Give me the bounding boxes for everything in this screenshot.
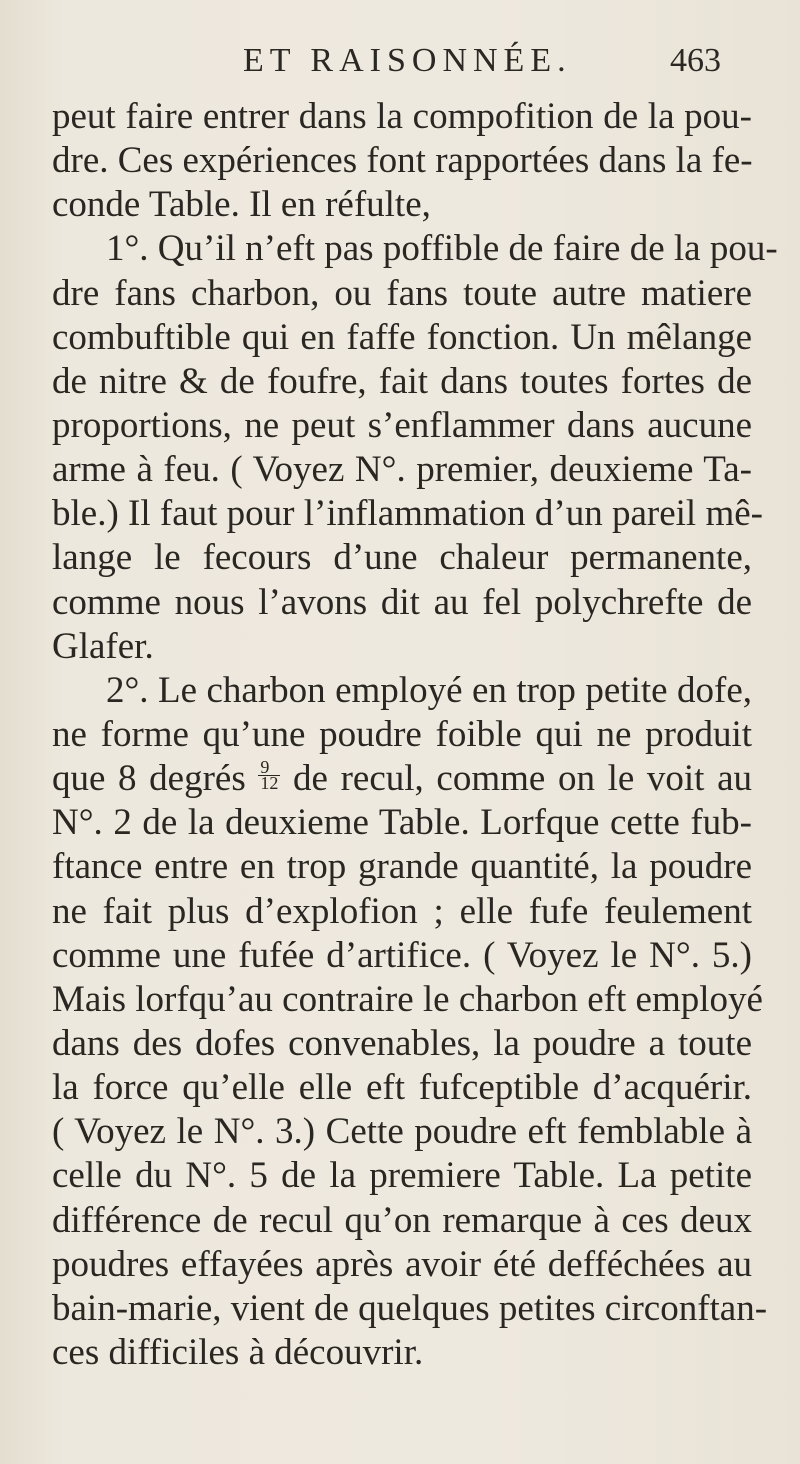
page-header: [0, 42, 800, 92]
text-line: 2°. Le charbon employé en trop petite dofe,: [106, 669, 752, 711]
text-line: ne forme qu’une poudre foible qui ne produit: [52, 713, 752, 755]
text-line: ces difficiles à découvrir.: [52, 1331, 424, 1373]
text-line: Glafer.: [52, 625, 154, 667]
body-text: [52, 95, 778, 1375]
text-line: 1°. Qu’il n’eft pas poffible de faire de la pou-: [106, 228, 778, 270]
text-line: proportions, ne peut s’enflammer dans aucune: [52, 404, 752, 446]
text-line: ble.) Il faut pour l’inflammation d’un pareil mê-: [52, 493, 763, 535]
text-line: ne fait plus d’explofion ; elle fufe feulement: [52, 890, 752, 932]
text-line: arme à feu. ( Voyez N°. premier, deuxieme Ta-: [52, 449, 752, 491]
text-line: dre fans charbon, ou fans toute autre matiere: [52, 272, 752, 314]
text-line: celle du N°. 5 de la premiere Table. La petite: [52, 1155, 752, 1197]
fraction-denominator: 12: [260, 773, 279, 794]
fraction-numerator: 9: [258, 760, 280, 776]
fraction: [258, 757, 280, 794]
fraction-line-after: de recul, comme on le voit au: [293, 758, 753, 800]
text-line: conde Table. Il en réfulte,: [52, 184, 431, 226]
text-line: de nitre & de foufre, fait dans toutes fortes de: [52, 360, 752, 402]
text-line-with-fraction: [52, 757, 752, 801]
text-line: dre. Ces expériences font rapportées dans la fe-: [52, 140, 753, 182]
text-line: la force qu’elle elle eft fufceptible d’acquérir.: [52, 1067, 752, 1109]
running-title: ET RAISONNÉE.: [243, 42, 572, 79]
text-line: différence de recul qu’on remarque à ces deux: [52, 1199, 752, 1241]
text-line: poudres effayées après avoir été defféchées au: [52, 1243, 752, 1285]
text-line: combuftible qui en faffe fonction. Un mêlange: [52, 316, 752, 358]
fraction-line-before: que 8 degrés: [52, 758, 246, 800]
text-line: bain-marie, vient de quelques petites circonftan-: [52, 1287, 768, 1329]
text-line: ftance entre en trop grande quantité, la poudre: [52, 846, 752, 888]
text-line: lange le fecours d’une chaleur permanente,: [52, 537, 752, 579]
text-line: comme une fufée d’artifice. ( Voyez le N°. 5.): [52, 934, 752, 976]
text-line: Mais lorfqu’au contraire le charbon eft employé: [52, 978, 763, 1020]
text-line: comme nous l’avons dit au fel polychrefte de: [52, 581, 752, 623]
page-number: 463: [670, 42, 721, 79]
text-line: dans des dofes convenables, la poudre a toute: [52, 1022, 752, 1064]
text-line: ( Voyez le N°. 3.) Cette poudre eft femblable à: [52, 1111, 752, 1153]
text-line: peut faire entrer dans la compofition de la pou-: [52, 96, 752, 137]
text-line: N°. 2 de la deuxieme Table. Lorfque cette fub-: [52, 802, 752, 844]
